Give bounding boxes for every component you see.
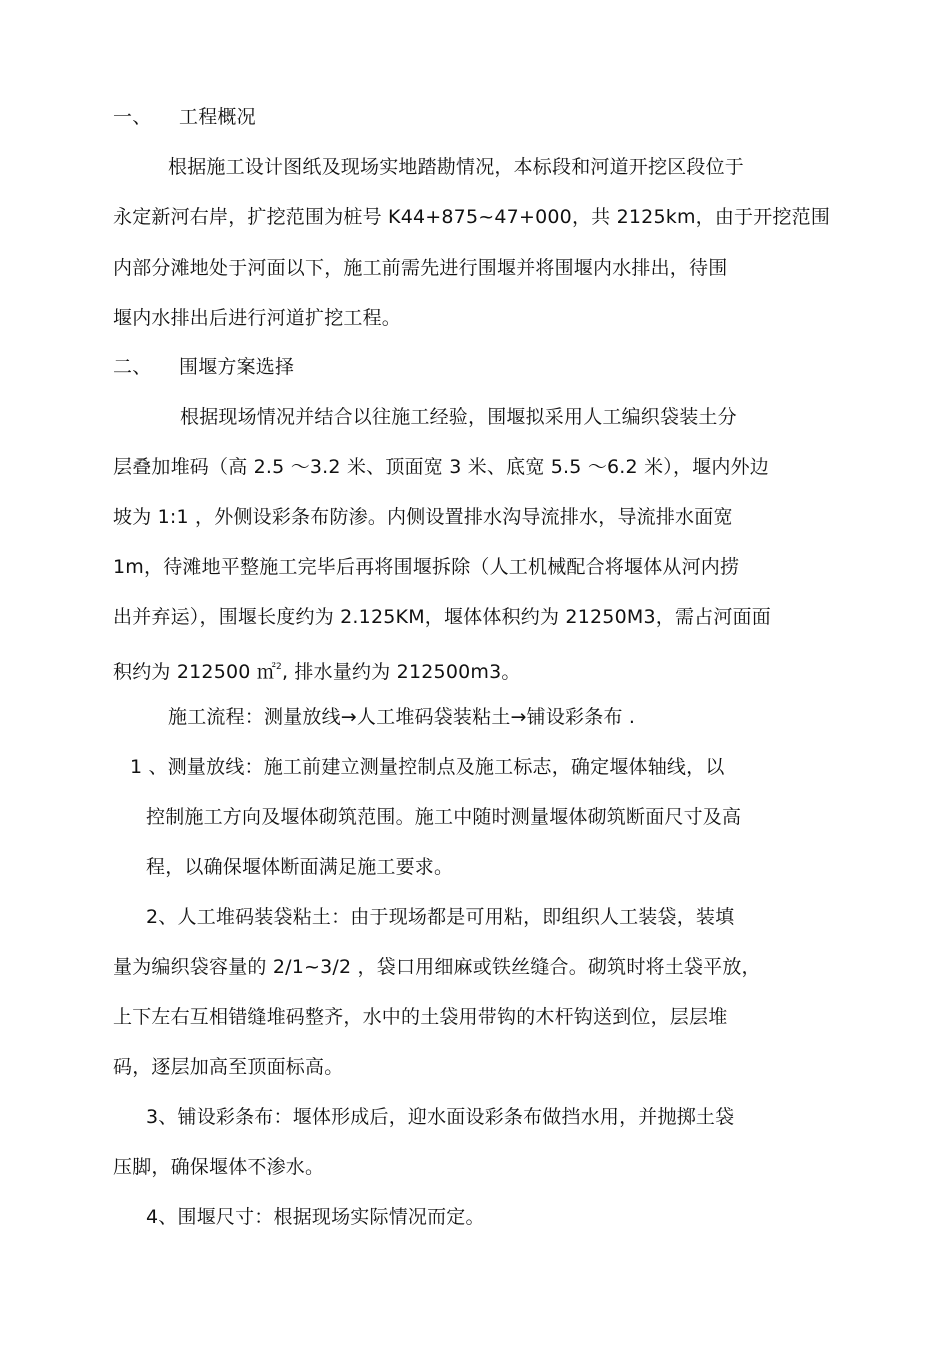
section-1-title: 工程概况	[179, 106, 256, 128]
construction-flow: 施工流程：测量放线→人工堆码袋装粘土→铺设彩条布 .	[168, 706, 636, 728]
section-2-para-line: 层叠加堆码（高 2.5 ～3.2 米、顶面宽 3 米、底宽 5.5 ～6.2 米），堰内外边	[113, 456, 769, 478]
section-1-para-line: 永定新河右岸，扩挖范围为桩号 K44+875~47+000，共 2125km，由于开挖范围	[113, 206, 831, 228]
section-2-number: 二、	[113, 356, 152, 378]
item-2-line: 2、人工堆码装袋粘土：由于现场都是可用粘，即组织人工装袋，装填	[146, 906, 735, 928]
area-text-after: , 排水量约为 212500m3。	[281, 661, 521, 683]
item-3-line: 压脚，确保堰体不渗水。	[113, 1156, 325, 1178]
section-1-number: 一、	[113, 106, 152, 128]
section-2-area-line	[113, 655, 521, 684]
section-2-para-line: 1m，待滩地平整施工完毕后再将围堰拆除（人工机械配合将堰体从河内捞	[113, 556, 740, 578]
section-1-para-line: 根据施工设计图纸及现场实地踏勘情况，本标段和河道开挖区段位于	[168, 156, 745, 178]
section-2-title: 围堰方案选择	[179, 356, 295, 378]
item-2-line: 码，逐层加高至顶面标高。	[113, 1056, 344, 1078]
item-3-line: 3、铺设彩条布：堰体形成后，迎水面设彩条布做挡水用，并抛掷土袋	[146, 1106, 735, 1128]
item-4-line: 4、围堰尺寸：根据现场实际情况而定。	[146, 1206, 485, 1228]
item-2-line: 量为编织袋容量的 2/1~3/2 ，袋口用细麻或铁丝缝合。砌筑时将土袋平放，	[113, 956, 761, 978]
item-1-line: 控制施工方向及堰体砌筑范围。施工中随时测量堰体砌筑断面尺寸及高	[146, 806, 742, 828]
section-2-para-line: 根据现场情况并结合以往施工经验，围堰拟采用人工编织袋装土分	[180, 406, 737, 428]
section-2-para-line: 出并弃运），围堰长度约为 2.125KM，堰体体积约为 21250M3，需占河面面	[113, 606, 771, 628]
item-1-line: 程，以确保堰体断面满足施工要求。	[146, 856, 454, 878]
section-2-heading	[113, 355, 294, 379]
section-2-para-line: 坡为 1:1 ，外侧设彩条布防渗。内侧设置排水沟导流排水，导流排水面宽	[113, 506, 733, 528]
item-1-line: 1 、测量放线：施工前建立测量控制点及施工标志，确定堰体轴线，以	[130, 756, 725, 778]
section-1-heading	[113, 105, 256, 129]
area-text-before: 积约为 212500 ㎡	[113, 661, 277, 683]
section-1-para-line: 堰内水排出后进行河道扩挖工程。	[113, 307, 402, 329]
section-1-para-line: 内部分滩地处于河面以下，施工前需先进行围堰并将围堰内水排出，待围	[113, 257, 728, 279]
item-2-line: 上下左右互相错缝堆码整齐，水中的土袋用带钩的木杆钩送到位，层层堆	[113, 1006, 728, 1028]
area-superscript: 2	[276, 662, 282, 672]
